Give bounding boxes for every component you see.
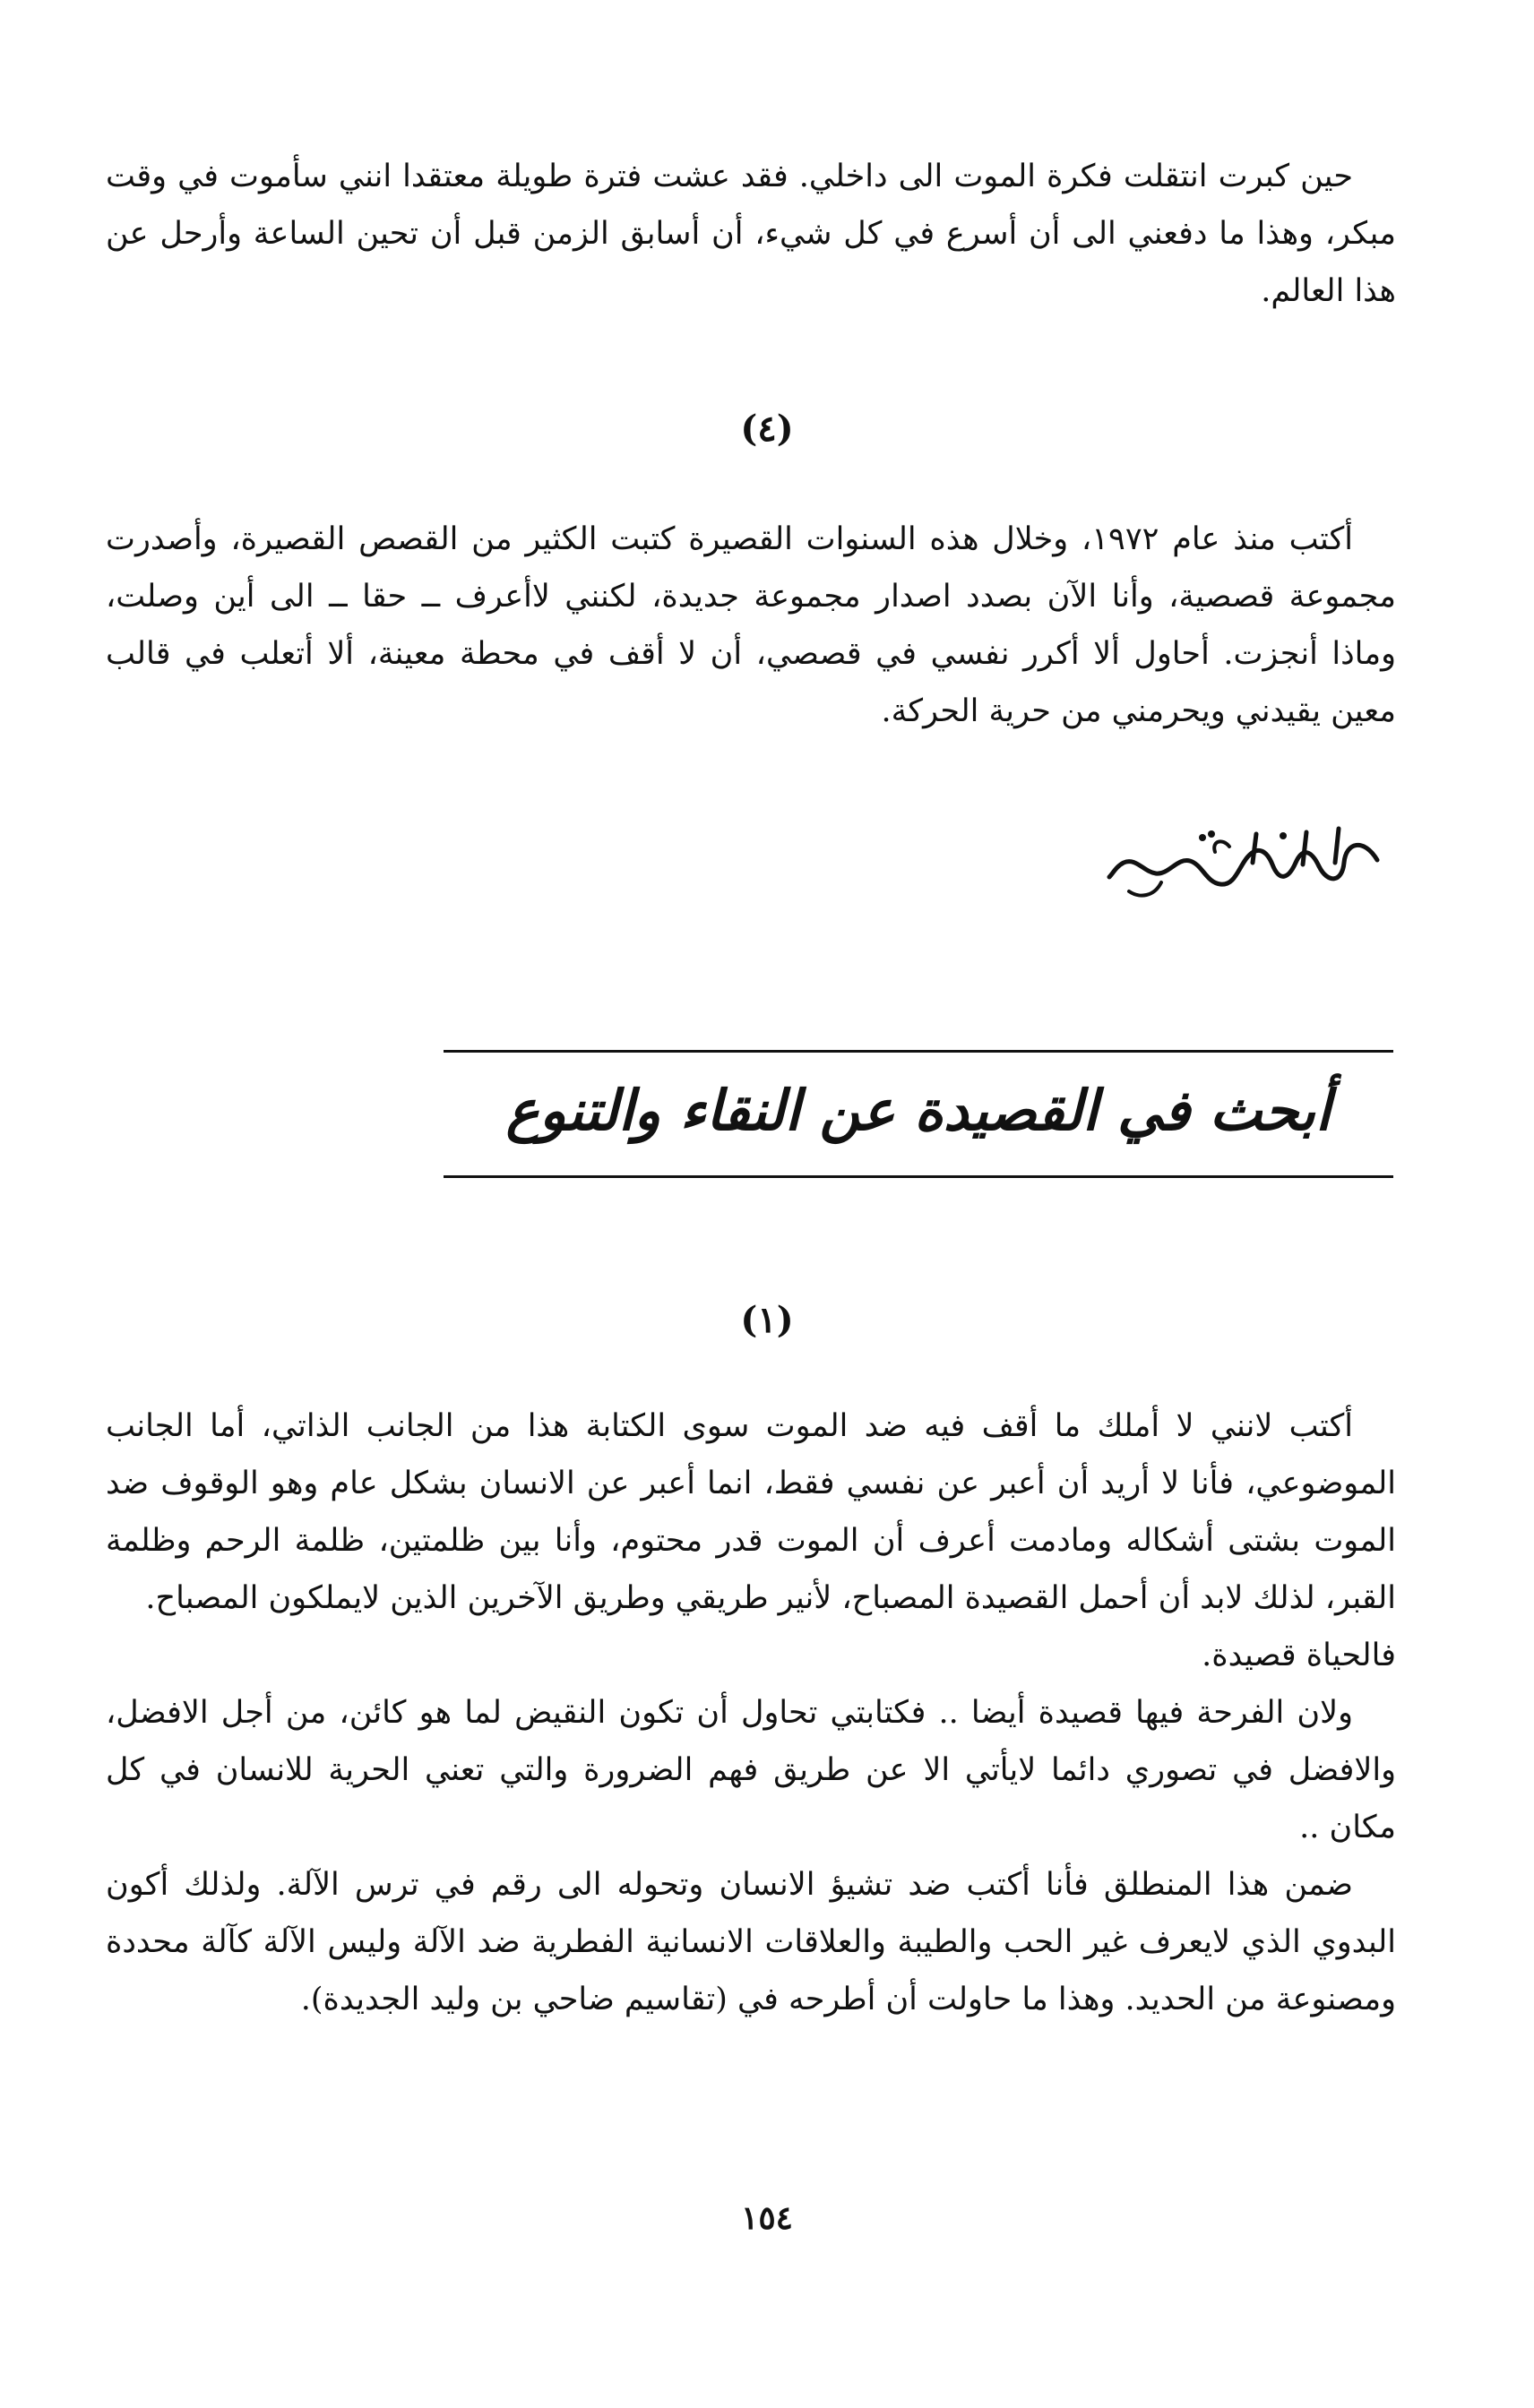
title-top-rule [444,1050,1393,1053]
section-1-paragraph-3: ولان الفرحة فيها قصيدة أيضا .. فكتابتي تحاول أن تكون النقيض لما هو كائن، من أجل الافضل، والافضل في تصوري دائما لايأتي الا عن طريق فهم الضرورة والتي تعني الحرية للانسان في كل مكان .. [106,1695,1396,1845]
author-signature [1104,811,1391,909]
article-title: أبحث في القصيدة عن النقاء والتنوع [505,1078,1331,1143]
intro-paragraph: حين كبرت انتقلت فكرة الموت الى داخلي. فقد عشت فترة طويلة معتقدا انني سأموت في وقت مبكر، وهذا ما دفعني الى أن أسرع في كل شيء، أن أسابق الزمن قبل أن تحين الساعة وأرحل عن هذا العالم. [106,159,1396,309]
signature-handwriting-icon [1104,811,1391,909]
intro-block [106,148,1396,320]
section-4-number: (٤) [740,408,794,450]
section-1-paragraph-1: أكتب لانني لا أملك ما أقف فيه ضد الموت سوى الكتابة هذا من الجانب الذاتي، أما الجانب الموضوعي، فأنا لا أريد أن أعبر عن نفسي فقط، انما أعبر عن الانسان بشكل عام وهو الوقوف ضد الموت بشتى أشكاله ومادمت أعرف أن الموت قدر محتوم، وأنا بين ظلمتين، ظلمة الرحم وظلمة القبر، لذلك لابد أن أحمل القصيدة المصباح، لأنير طريقي وطريق الآخرين الذين لايملكون المصباح. [106,1408,1396,1616]
page-number: ١٥٤ [740,2199,793,2237]
title-bottom-rule [444,1175,1393,1178]
section-1-block [106,1398,1396,2028]
section-1-paragraph-4: ضمن هذا المنطلق فأنا أكتب ضد تشيؤ الانسان وتحوله الى رقم في ترس الآلة. ولذلك أكون البدوي الذي لايعرف غير الحب والطيبة والعلاقات الانسانية الفطرية ضد الآلة وليس الآلة كآلة محددة ومصنوعة من الحديد. وهذا ما حاولت أن أطرحه في (تقاسيم ضاحي بن وليد الجديدة). [106,1867,1396,2017]
section-1-paragraph-2: فالحياة قصيدة. [1202,1638,1396,1673]
section-4-block [106,511,1396,740]
section-1-number: (١) [740,1299,794,1341]
section-4-paragraph: أكتب منذ عام ١٩٧٢، وخلال هذه السنوات القصيرة كتبت الكثير من القصص القصيرة، وأصدرت مجموعة قصصية، وأنا الآن بصدد اصدار مجموعة جديدة، لكنني لاأعرف ــ حقا ــ الى أين وصلت، وماذا أنجزت. أحاول ألا أكرر نفسي في قصصي، أن لا أقف في محطة معينة، ألا أتعلب في قالب معين يقيدني ويحرمني من حرية الحركة. [106,521,1396,729]
